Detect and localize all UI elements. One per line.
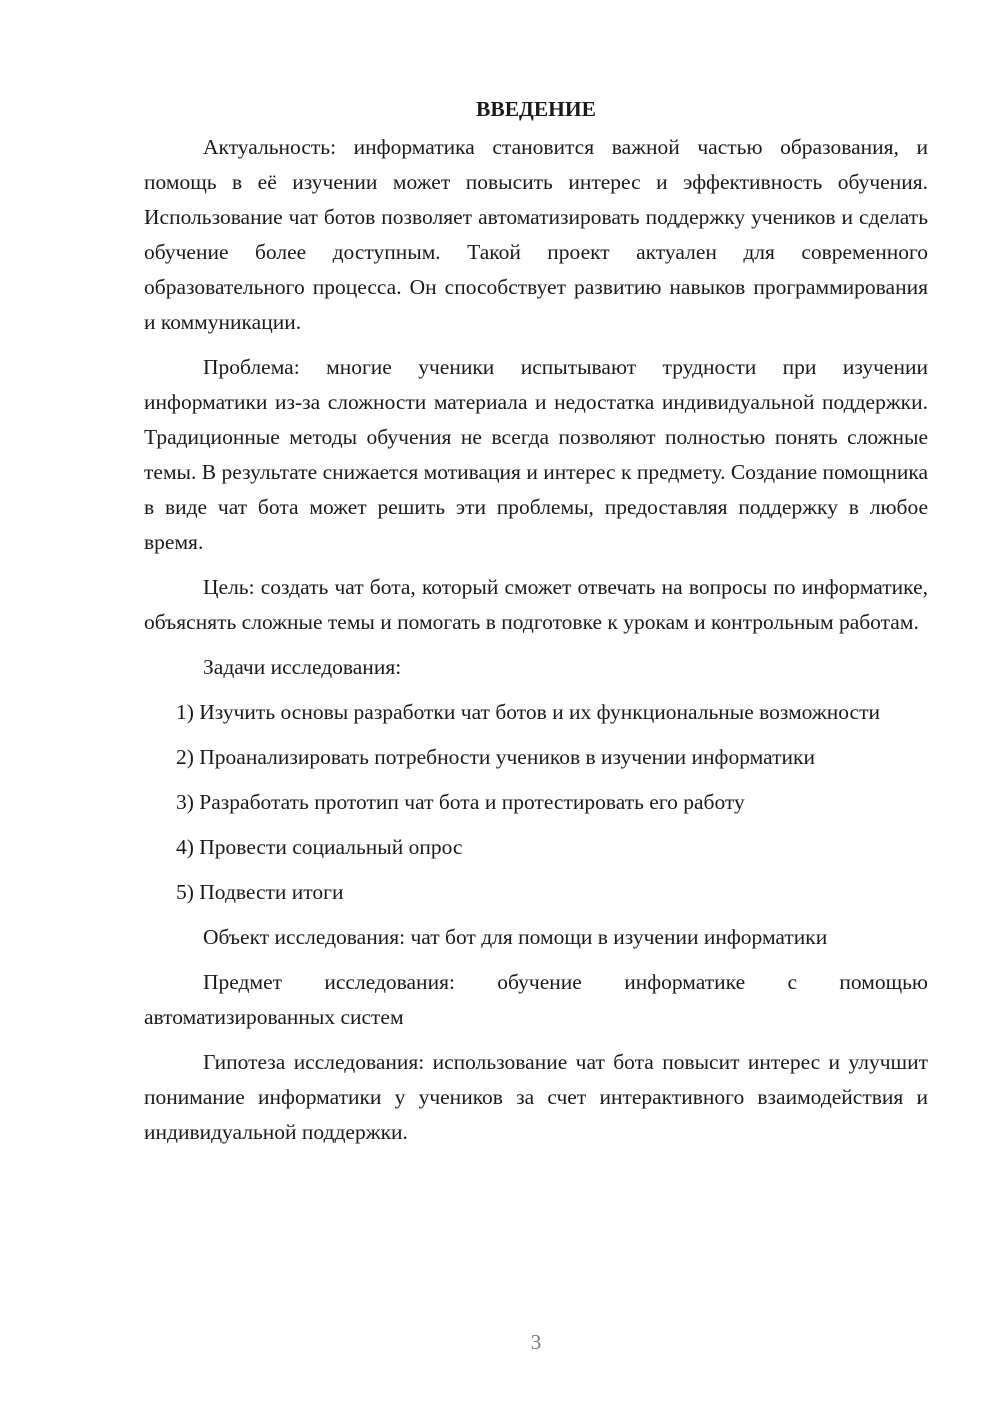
task-item-2: 2) Проанализировать потребности учеников в изучении информатики [176,745,815,769]
tasks-heading: Задачи исследования: [203,655,402,679]
paragraph-hypothesis: Гипотеза исследования: использование чат бота повысит интерес и улучшит понимание информатики у учеников за счет интерактивного взаимодействия и индивидуальной поддержки. [144,1050,928,1144]
tasks-list [144,695,928,910]
paragraph-object: Объект исследования: чат бот для помощи в изучении информатики [203,925,828,949]
paragraph-goal: Цель: создать чат бота, который сможет отвечать на вопросы по информатике, объяснять сложные темы и помогать в подготовке к урокам и контрольным работам. [144,575,928,634]
section-title: ВВЕДЕНИЕ [476,97,596,121]
paragraph-relevance: Актуальность: информатика становится важной частью образования, и помощь в её изучении может повысить интерес и эффективность обучения. Использование чат ботов позволяет автоматизировать поддержку учеников и сделать обучение более доступным. Такой проект актуален для современного образовательного процесса. Он способствует развитию навыков программирования и коммуникации. [144,135,928,334]
document-page [144,92,928,1160]
page-number: 3 [530,1330,542,1354]
task-item-1: 1) Изучить основы разработки чат ботов и их функциональные возможности [176,700,880,724]
paragraph-problem: Проблема: многие ученики испытывают трудности при изучении информатики из-за сложности материала и недостатка индивидуальной поддержки. Традиционные методы обучения не всегда позволяют полностью понять сложные темы. В результате снижается мотивация и интерес к предмету. Создание помощника в виде чат бота может решить эти проблемы, предоставляя поддержку в любое время. [144,355,928,554]
task-item-3: 3) Разработать прототип чат бота и протестировать его работу [176,790,745,814]
task-item-4: 4) Провести социальный опрос [176,835,463,859]
task-item-5: 5) Подвести итоги [176,880,344,904]
paragraph-subject: Предмет исследования: обучение информатике с помощью автоматизированных систем [144,970,928,1029]
